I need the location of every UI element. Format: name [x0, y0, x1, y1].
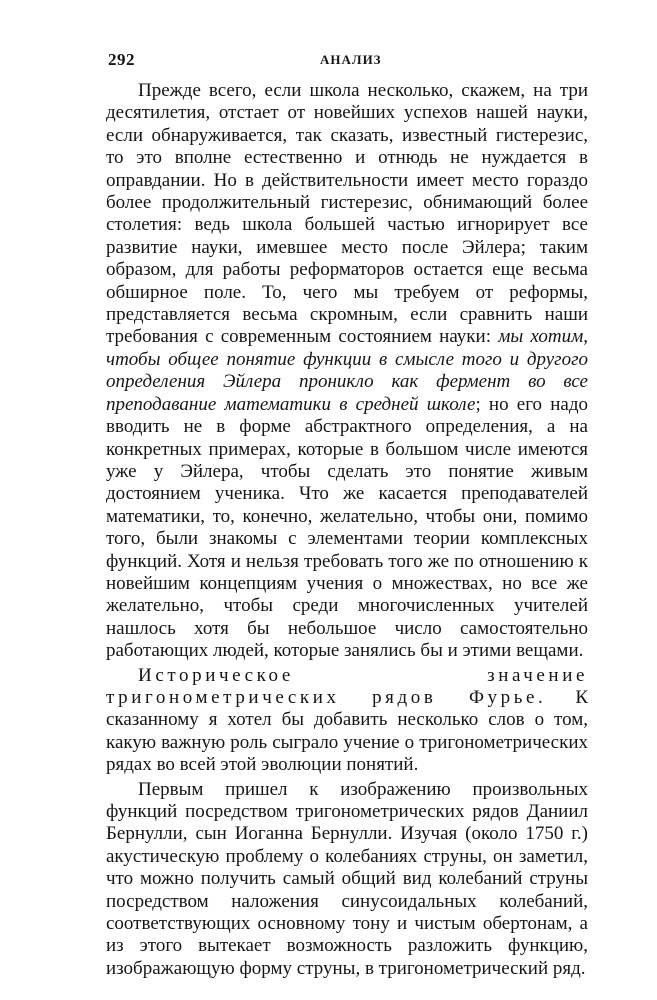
- text-run: ; но его надо вводить не в форме абстрактного определения, а на конкретных примерах, которые в большом числе имеются уже у Эйлера, чтобы сделать это понятие живым достоянием ученика. Что же касается преподавателей математики, то, конечно, желательно, чтобы они, помимо того, были знакомы с элементами теории комплексных функций. Хотя и нельзя требовать того же по отношению к новейшим концепциям учения о множествах, но все же желательно, чтобы среди многочисленных учителей нашлось хотя бы небольшое число самостоятельно работающих людей, которые занялись бы и этими вещами.: [106, 393, 588, 662]
- spaced-heading: Историческое значение тригонометрических рядов Фурье.: [106, 664, 588, 708]
- body-text: [106, 80, 588, 980]
- paragraph-school-reform: [106, 80, 588, 663]
- text-run: К сказанному я хотел бы добавить несколько слов о том, какую важную роль сыграло учение о тригонометрических рядах во всей этой эволюции понятий.: [106, 686, 588, 776]
- paragraph-bernoulli: [106, 779, 588, 981]
- text-run: Первым пришел к изображению произвольных функций посредством тригонометрических рядов Даниил Бернулли, сын Иоганна Бернулли. Изучая (около 1750 г.) акустическую проблему о колебаниях струны, он заметил, что можно получить самый общий вид колебаний струны посредством наложения синусоидальных колебаний, соответствующих основному тону и чистым обертонам, а из этого вытекает возможность разложить функцию, изображающую форму струны, в тригонометрический ряд.: [106, 778, 588, 979]
- text-run: Прежде всего, если школа несколько, скажем, на три десятилетия, отстает от новейших успехов нашей науки, если обнаруживается, так сказать, известный гистерезис, то это вполне естественно и отнюдь не нуждается в оправдании. Но в действительности имеет место гораздо более продолжительный гистерезис, обнимающий более столетия: ведь школа большей частью игнорирует все развитие науки, имевшее место после Эйлера; таким образом, для работы реформаторов остается еще весьма обширное поле. То, чего мы требуем от реформы, представляется весьма скромным, если сравнить наши требования с современным состоянием науки:: [106, 80, 588, 348]
- running-title: АНАЛИЗ: [320, 52, 382, 67]
- page-number: 292: [108, 50, 135, 69]
- paragraph-fourier-significance: [106, 665, 588, 777]
- page-header: [108, 50, 588, 74]
- italic-emphasis: мы хотим, чтобы общее понятие функции в смысле того и другого определения Эйлера проникло как фермент во все преподавание математики в средней школе: [106, 326, 588, 415]
